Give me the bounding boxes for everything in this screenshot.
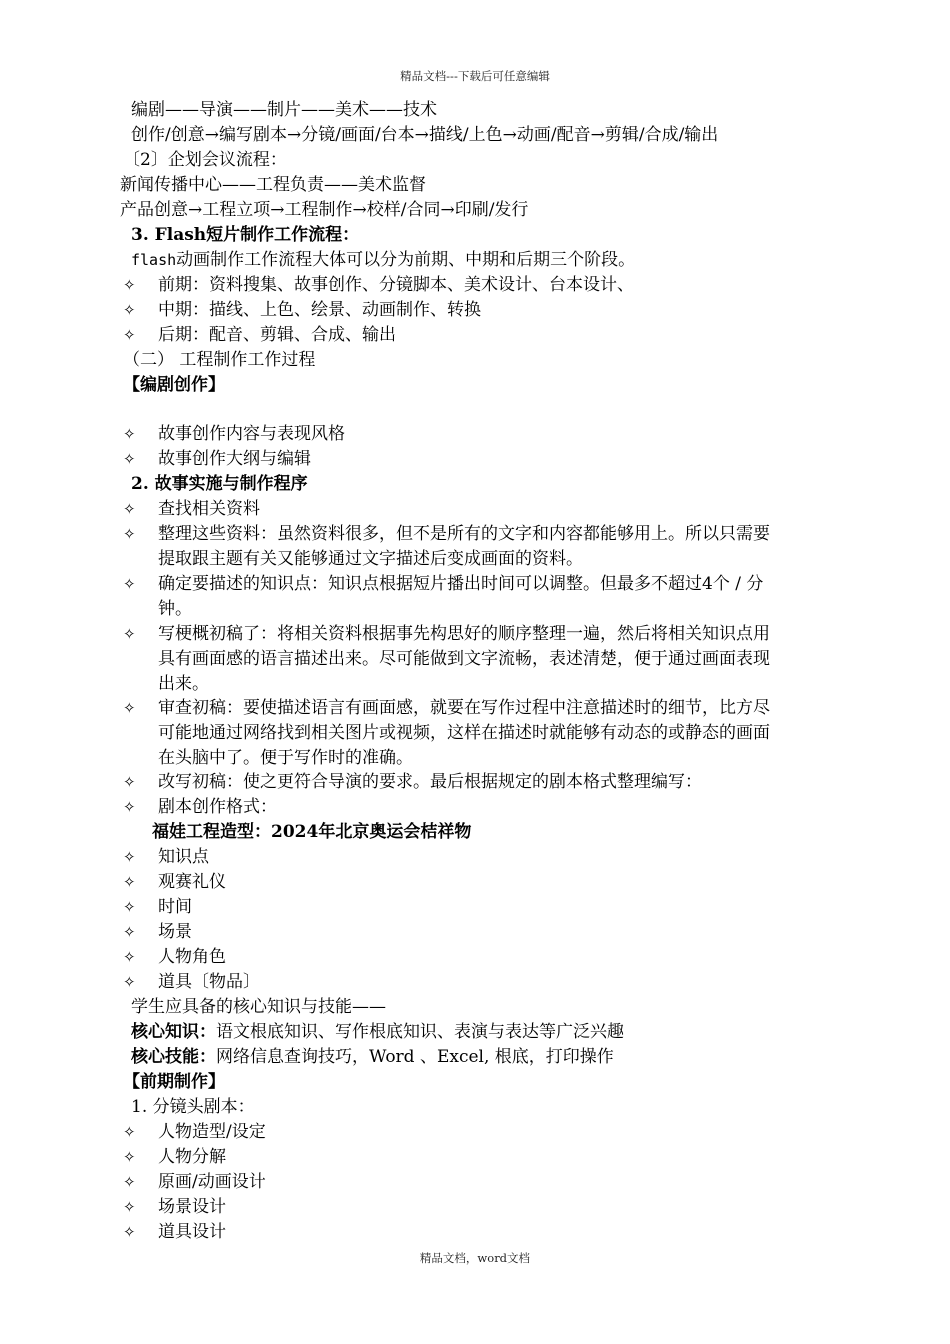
list-item: 人物角色 xyxy=(158,947,226,967)
bullet-icon: ✧ xyxy=(123,798,136,816)
list-item: 中期：描线、上色、绘景、动画制作、转换 xyxy=(158,300,481,320)
page-footer: 精品文档，word文档 xyxy=(419,1251,531,1265)
list-item-continued: 具有画面感的语言描述出来。尽可能做到文字流畅，表述清楚，便于通过画面表现 xyxy=(158,649,770,669)
bullet-icon: ✧ xyxy=(123,1173,136,1191)
section-heading: 【编剧创作】 xyxy=(123,375,225,395)
text-span: 动画制作工作流程大体可以分为前期、中期和后期三个阶段。 xyxy=(176,250,636,270)
label: 核心知识： xyxy=(131,1022,216,1042)
bullet-icon: ✧ xyxy=(123,425,136,443)
text-line xyxy=(131,248,635,272)
bullet-icon: ✧ xyxy=(123,575,136,593)
bullet-icon: ✧ xyxy=(123,301,136,319)
text-line: （二） 工程制作工作过程 xyxy=(123,350,316,370)
bullet-icon: ✧ xyxy=(123,625,136,643)
text-line: 1. 分镜头剧本： xyxy=(131,1097,255,1117)
text-span: 网络信息查询技巧，Word 、Excel, 根底，打印操作 xyxy=(216,1047,614,1067)
list-item-continued: 可能地通过网络找到相关图片或视频，这样在描述时就能够有动态的或静态的画面 xyxy=(158,723,770,743)
list-item: 知识点 xyxy=(158,847,209,867)
list-item: 查找相关资料 xyxy=(158,499,260,519)
text-line: 创作/创意→编写剧本→分镜/画面/台本→描线/上色→动画/配音→剪辑/合成/输出 xyxy=(131,125,719,145)
bullet-icon: ✧ xyxy=(123,1198,136,1216)
page-header: 精品文档---下载后可任意编辑 xyxy=(400,69,550,83)
list-item: 观赛礼仪 xyxy=(158,872,226,892)
bullet-icon: ✧ xyxy=(123,525,136,543)
list-item: 后期：配音、剪辑、合成、输出 xyxy=(158,325,396,345)
label: 核心技能： xyxy=(131,1047,216,1067)
section-heading: 福娃工程造型：2024年北京奥运会桔祥物 xyxy=(152,822,472,842)
bullet-icon: ✧ xyxy=(123,848,136,866)
list-item: 道具〔物品〕 xyxy=(158,972,260,992)
list-item: 确定要描述的知识点：知识点根据短片播出时间可以调整。但最多不超过4个 / 分 xyxy=(158,574,764,594)
list-item: 时间 xyxy=(158,897,192,917)
list-item-continued: 钟。 xyxy=(158,599,192,619)
section-heading: 2. 故事实施与制作程序 xyxy=(131,474,308,494)
list-item: 故事创作内容与表现风格 xyxy=(158,424,345,444)
text-line: 〔2〕企划会议流程： xyxy=(123,150,287,170)
list-item: 写梗概初稿了：将相关资料根据事先构思好的顺序整理一遍，然后将相关知识点用 xyxy=(158,624,770,644)
bullet-icon: ✧ xyxy=(123,699,136,717)
bullet-icon: ✧ xyxy=(123,1148,136,1166)
list-item: 场景设计 xyxy=(158,1197,226,1217)
list-item: 人物造型/设定 xyxy=(158,1122,266,1142)
bullet-icon: ✧ xyxy=(123,773,136,791)
bullet-icon: ✧ xyxy=(123,276,136,294)
bullet-icon: ✧ xyxy=(123,948,136,966)
list-item: 人物分解 xyxy=(158,1147,226,1167)
bullet-icon: ✧ xyxy=(123,1123,136,1141)
text-line xyxy=(131,1020,624,1044)
list-item: 改写初稿：使之更符合导演的要求。最后根据规定的剧本格式整理编写： xyxy=(158,772,702,792)
bullet-icon: ✧ xyxy=(123,450,136,468)
list-item: 前期：资料搜集、故事创作、分镜脚本、美术设计、台本设计、 xyxy=(158,275,634,295)
list-item: 原画/动画设计 xyxy=(158,1172,266,1192)
bullet-icon: ✧ xyxy=(123,873,136,891)
bullet-icon: ✧ xyxy=(123,898,136,916)
list-item-continued: 提取跟主题有关又能够通过文字描述后变成画面的资料。 xyxy=(158,549,583,569)
list-item: 道具设计 xyxy=(158,1222,226,1242)
text-line: 学生应具备的核心知识与技能—— xyxy=(131,997,386,1017)
text-line: 产品创意→工程立项→工程制作→校样/合同→印刷/发行 xyxy=(120,200,529,220)
section-heading: 【前期制作】 xyxy=(123,1072,225,1092)
list-item-continued: 在头脑中了。便于写作时的准确。 xyxy=(158,748,413,768)
bullet-icon: ✧ xyxy=(123,923,136,941)
list-item: 场景 xyxy=(158,922,192,942)
inline-code: flash xyxy=(131,251,177,269)
list-item: 剧本创作格式： xyxy=(158,797,277,817)
text-line: 编剧——导演——制片——美术——技术 xyxy=(131,100,437,120)
text-line: 新闻传播中心——工程负责——美术监督 xyxy=(120,175,426,195)
bullet-icon: ✧ xyxy=(123,500,136,518)
text-span: 语文根底知识、写作根底知识、表演与表达等广泛兴趣 xyxy=(216,1022,624,1042)
bullet-icon: ✧ xyxy=(123,1223,136,1241)
section-heading: 3. Flash短片制作工作流程： xyxy=(131,225,360,245)
list-item: 审查初稿：要使描述语言有画面感，就要在写作过程中注意描述时的细节，比方尽 xyxy=(158,698,770,718)
list-item-continued: 出来。 xyxy=(158,674,209,694)
bullet-icon: ✧ xyxy=(123,326,136,344)
list-item: 整理这些资料：虽然资料很多，但不是所有的文字和内容都能够用上。所以只需要 xyxy=(158,524,770,544)
text-line xyxy=(131,1045,614,1069)
bullet-icon: ✧ xyxy=(123,973,136,991)
list-item: 故事创作大纲与编辑 xyxy=(158,449,311,469)
